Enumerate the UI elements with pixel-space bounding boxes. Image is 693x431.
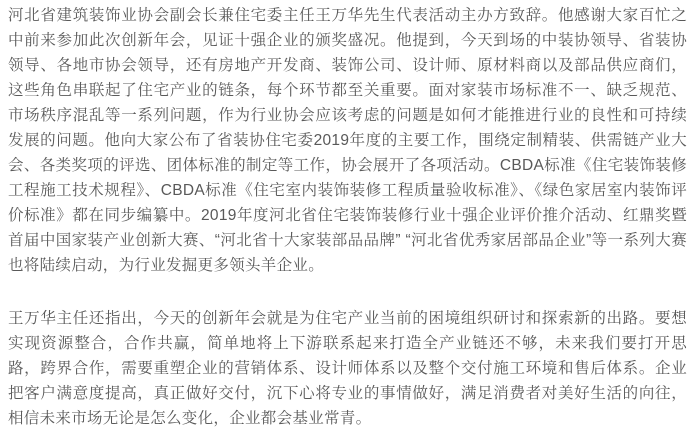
paragraph-speech-summary: 河北省建筑装饰业协会副会长兼住宅委主任王万华先生代表活动主办方致辞。他感谢大家百忙之中前来参加此次创新年会，见证十强企业的颁奖盛况。他提到，今天到场的中装协领导、省装协领导、各地市协会领导，还有房地产开发商、装饰公司、设计师、原材料商以及部品供应商们，这些角色串联起了住宅产业的链条，每个环节都至关重要。面对家装市场标准不一、缺乏规范、市场秩序混乱等一系列问题，作为行业协会应该考虑的问题是如何才能推进行业的良性和可持续发展的问题。他向大家公布了省装协住宅委2019年度的主要工作，围绕定制精装、供需链产业大会、各类奖项的评选、团体标准的制定等工作，协会展开了各项活动。CBDA标准《住宅装饰装修工程施工技术规程》、CBDA标准《住宅室内装饰装修工程质量验收标准》、《绿色家居室内装饰评价标准》都在同步编纂中。2019年度河北省住宅装饰装修行业十强企业评价推介活动、红鼎奖暨首届中国家装产业创新大赛、“河北省十大家装部品品牌” “河北省优秀家居部品企业”等一系列大赛也将陆续启动，为行业发掘更多领头羊企业。: [8, 7, 687, 274]
paragraph-closing-remarks: 王万华主任还指出，今天的创新年会就是为住宅产业当前的困境组织研讨和探索新的出路。要想实现资源整合，合作共赢，简单地将上下游联系起来打造全产业链还不够，未来我们要打开思路，跨界合作，需要重塑企业的营销体系、设计师体系以及整个交付施工环境和售后体系。企业把客户满意度提高，真正做好交付，沉下心将专业的事情做好，满足消费者对美好生活的向往，相信未来市场无论是怎么变化，企业都会基业常青。: [8, 310, 687, 427]
